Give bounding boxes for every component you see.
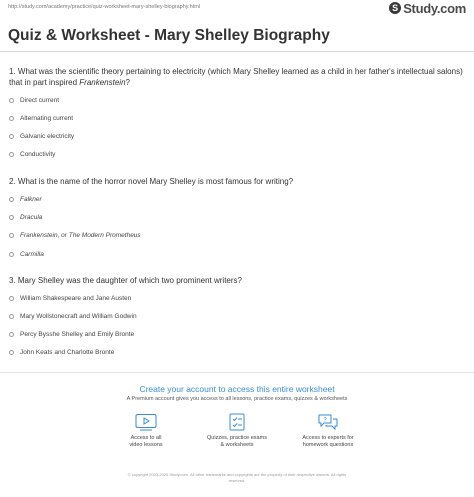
radio-button[interactable] [9, 116, 14, 121]
copyright-notice: © copyright 2003-2020 Study.com. All other trademarks and copyrights are the property of their respective owners. All rights reserved. [127, 472, 347, 483]
feature-label: homework questions [302, 442, 354, 448]
svg-text:?: ? [323, 417, 327, 424]
feature-experts [293, 413, 363, 449]
video-icon [134, 413, 158, 431]
radio-button[interactable] [9, 134, 14, 139]
study-logo[interactable] [389, 1, 466, 15]
page-url: http://study.com/academy/practice/quiz-worksheet-mary-shelley-biography.html [8, 4, 201, 10]
question-2: 2. What is the name of the horror novel Mary Shelley is most famous for writing? [9, 177, 294, 186]
feature-label: Access to all [130, 435, 162, 441]
create-account-link[interactable]: Create your account to access this entire worksheet [139, 384, 335, 394]
answer-option[interactable]: Carmilla [9, 249, 44, 259]
answer-option[interactable]: William Shakespeare and Jane Austen [9, 293, 131, 303]
quiz-icon [225, 413, 249, 431]
feature-label: & worksheets [220, 442, 254, 448]
top-bar [0, 0, 474, 18]
answer-option[interactable]: Frankenstein, or The Modern Prometheus [9, 230, 141, 240]
feature-quizzes [202, 413, 272, 449]
question-1: 1. What was the scientific theory pertaining to electricity (which Mary Shelley learned as a child in her father's intellectual salons) that in part inspired Frankenstein? [9, 67, 463, 87]
title-divider [0, 51, 474, 52]
radio-button[interactable] [9, 215, 14, 220]
answer-option[interactable]: Dracula [9, 212, 42, 222]
answer-option[interactable]: Galvanic electricity [9, 131, 74, 141]
question-3: 3. Mary Shelley was the daughter of which two prominent writers? [9, 276, 242, 285]
feature-video-lessons [111, 413, 181, 449]
logo-mark-icon: S [389, 2, 401, 14]
answer-option[interactable]: John Keats and Charlotte Bronte [9, 347, 114, 357]
answer-option[interactable]: Percy Bysshe Shelley and Emily Bronte [9, 329, 134, 339]
premium-description: A Premium account gives you access to all lessons, practice exams, quizzes & worksheets [126, 396, 348, 402]
promo-divider [0, 372, 474, 373]
radio-button[interactable] [9, 332, 14, 337]
answer-option[interactable]: Alternating current [9, 113, 73, 123]
answer-option[interactable]: Conductivity [9, 149, 55, 159]
radio-button[interactable] [9, 252, 14, 257]
answer-option[interactable]: Direct current [9, 95, 59, 105]
answer-option[interactable]: Falkner [9, 194, 42, 204]
radio-button[interactable] [9, 98, 14, 103]
answer-option[interactable]: Mary Wollstonecraft and William Godwin [9, 311, 137, 321]
logo-wordmark: Study.com [403, 0, 466, 16]
feature-label: Access to experts for [302, 435, 354, 441]
radio-button[interactable] [9, 350, 14, 355]
chat-icon [316, 413, 340, 431]
feature-label: video lessons [129, 442, 163, 448]
radio-button[interactable] [9, 197, 14, 202]
radio-button[interactable] [9, 314, 14, 319]
page-title: Quiz & Worksheet - Mary Shelley Biography [8, 27, 330, 44]
feature-label: Quizzes, practice exams [207, 435, 267, 441]
radio-button[interactable] [9, 152, 14, 157]
radio-button[interactable] [9, 233, 14, 238]
radio-button[interactable] [9, 296, 14, 301]
